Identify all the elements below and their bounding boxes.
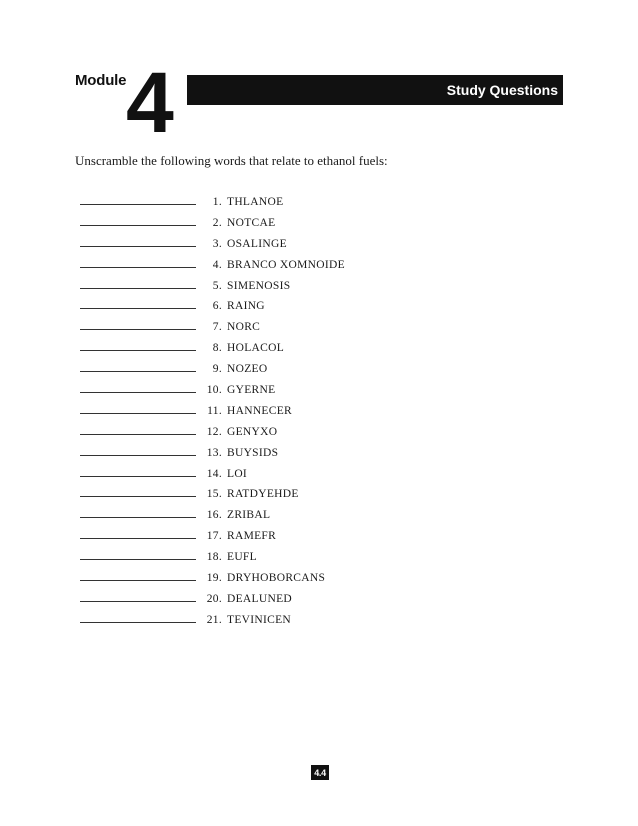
scrambled-word: NOZEO [227,363,268,376]
question-row [80,193,345,214]
question-number: 13. [206,446,222,459]
question-number: 7. [212,321,222,334]
question-row [80,402,345,423]
question-row [80,277,345,298]
question-row [80,527,345,548]
question-number: 17. [206,530,222,543]
question-number: 10. [206,384,222,397]
question-number: 16. [206,509,222,522]
question-row [80,297,345,318]
question-number: 8. [212,342,222,355]
answer-blank[interactable] [80,444,196,456]
scrambled-word: RAMEFR [227,530,277,543]
question-row [80,465,345,486]
question-number: 3. [212,237,222,250]
scrambled-word: HANNECER [227,404,293,417]
answer-blank[interactable] [80,360,196,372]
scrambled-word: TEVINICEN [227,613,292,626]
question-number: 14. [206,467,222,480]
scrambled-word: HOLACOL [227,342,285,355]
scrambled-word: OSALINGE [227,237,287,250]
answer-blank[interactable] [80,423,196,435]
answer-blank[interactable] [80,193,196,205]
scrambled-word: EUFL [227,551,257,564]
scrambled-word: DEALUNED [227,592,292,605]
question-row [80,318,345,339]
answer-blank[interactable] [80,485,196,497]
scrambled-word: NORC [227,321,261,334]
answer-blank[interactable] [80,297,196,309]
module-label: Module [75,72,127,89]
question-row [80,569,345,590]
scrambled-word: BUYSIDS [227,446,279,459]
answer-blank[interactable] [80,381,196,393]
question-row [80,485,345,506]
question-number: 6. [212,300,222,313]
answer-blank[interactable] [80,548,196,560]
answer-blank[interactable] [80,590,196,602]
answer-blank[interactable] [80,569,196,581]
answer-blank[interactable] [80,611,196,623]
scrambled-word: LOI [227,467,248,480]
scrambled-word: NOTCAE [227,216,276,229]
scrambled-word: RAING [227,300,265,313]
question-number: 9. [212,363,222,376]
scrambled-word: RATDYEHDE [227,488,299,501]
question-number: 11. [207,404,222,417]
question-row [80,214,345,235]
scrambled-word: GENYXO [227,425,278,438]
question-number: 4. [212,258,222,271]
question-number: 1. [212,196,222,208]
question-row [80,423,345,444]
question-row [80,256,345,277]
question-list [80,193,345,632]
answer-blank[interactable] [80,214,196,226]
question-number: 5. [212,279,222,292]
question-number: 20. [206,592,222,605]
question-number: 12. [206,425,222,438]
question-number: 18. [206,551,222,564]
scrambled-word: SIMENOSIS [227,279,291,292]
question-row [80,381,345,402]
answer-blank[interactable] [80,256,196,268]
scrambled-word: BRANCO XOMNOIDE [227,258,345,271]
question-row [80,590,345,611]
question-row [80,548,345,569]
header-bar [187,75,563,105]
question-row [80,444,345,465]
module-number: 4 [126,55,171,151]
question-number: 2. [212,216,222,229]
question-row [80,611,345,632]
question-row [80,360,345,381]
scrambled-word: ZRIBAL [227,509,271,522]
scrambled-word: GYERNE [227,384,276,397]
answer-blank[interactable] [80,318,196,330]
scrambled-word: DRYHOBORCANS [227,572,326,585]
answer-blank[interactable] [80,235,196,247]
question-number: 19. [206,572,222,585]
page-number-badge: 4.4 [311,765,329,780]
answer-blank[interactable] [80,402,196,414]
scrambled-word: THLANOE [227,196,284,208]
answer-blank[interactable] [80,339,196,351]
answer-blank[interactable] [80,506,196,518]
answer-blank[interactable] [80,465,196,477]
question-row [80,506,345,527]
question-number: 15. [206,488,222,501]
answer-blank[interactable] [80,527,196,539]
question-row [80,339,345,360]
question-row [80,235,345,256]
page-title: Study Questions [446,82,558,98]
answer-blank[interactable] [80,277,196,289]
question-number: 21. [206,613,222,626]
instruction-text: Unscramble the following words that relate to ethanol fuels: [75,153,388,168]
